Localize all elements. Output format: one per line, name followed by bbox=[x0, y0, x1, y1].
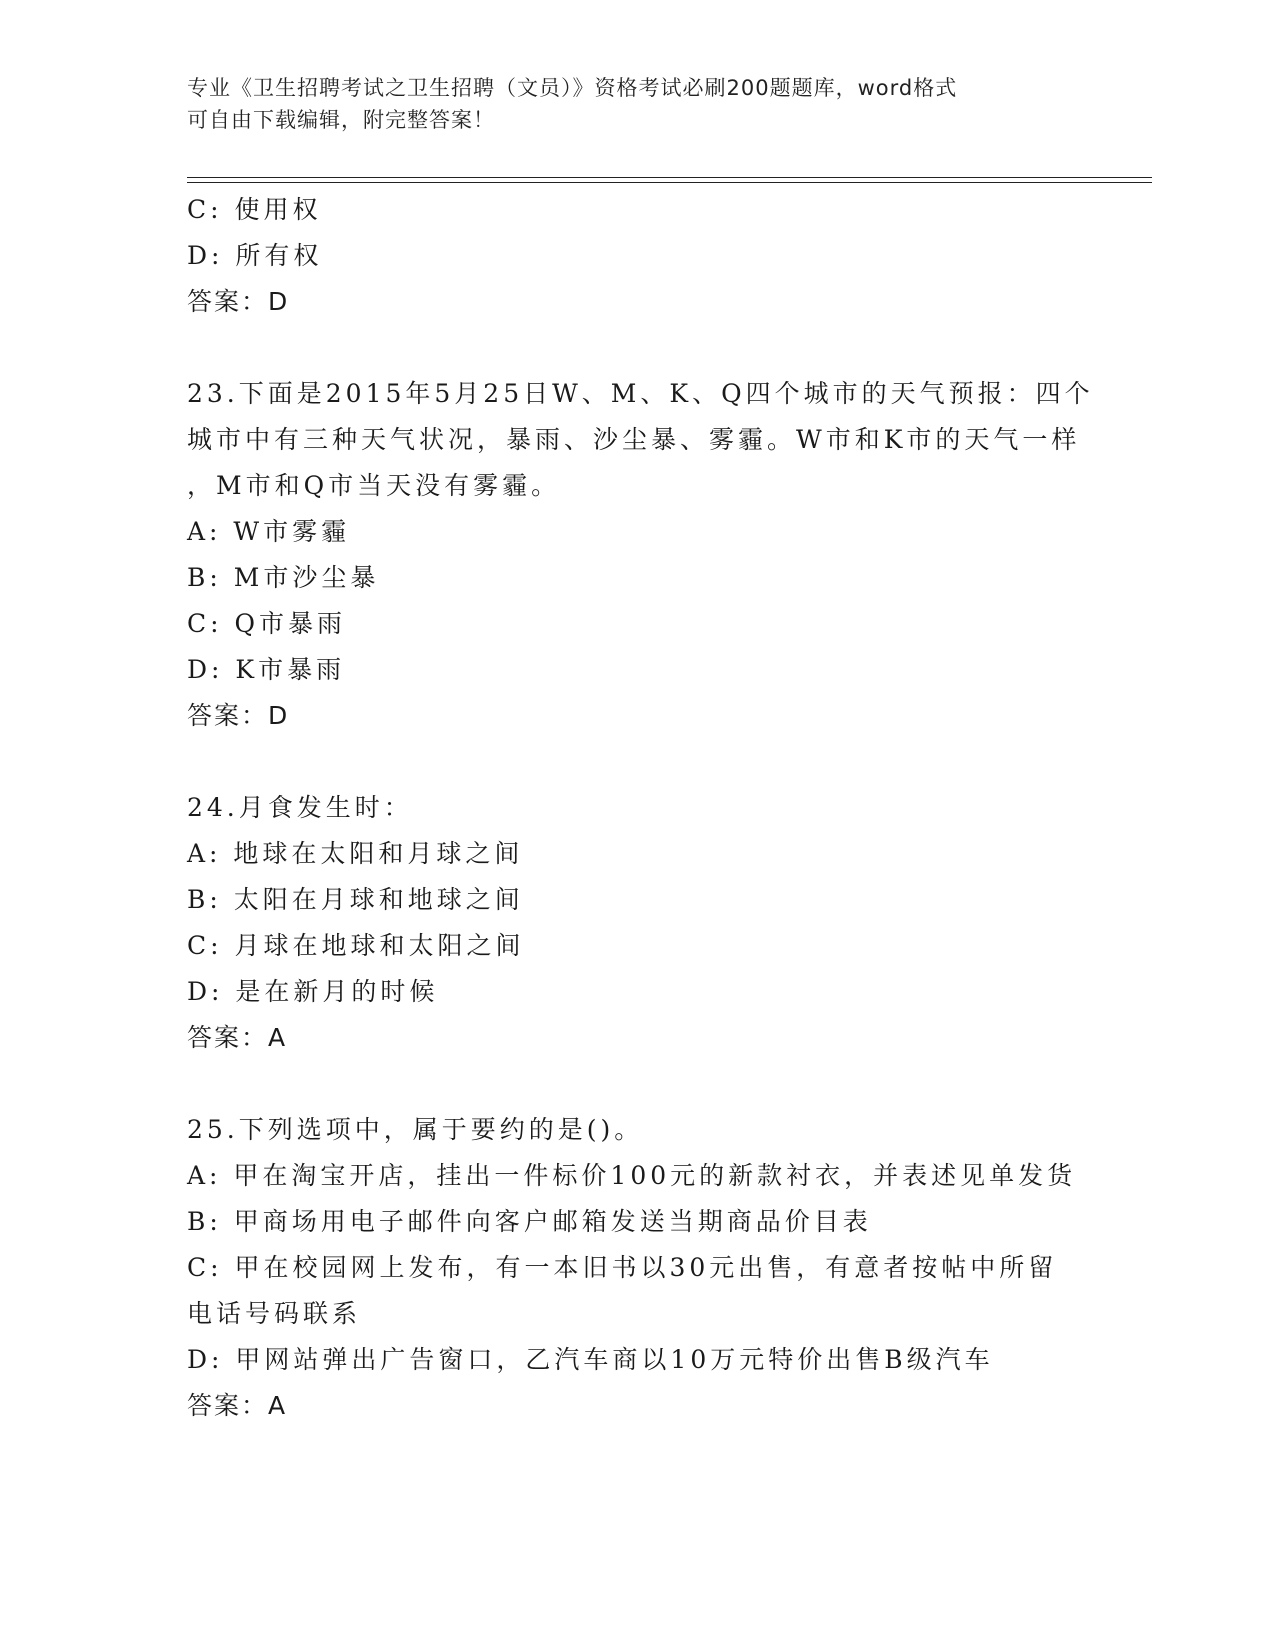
answer: 答案：D bbox=[187, 701, 290, 730]
answer: 答案：D bbox=[187, 287, 290, 316]
option-a: A: W市雾霾 bbox=[187, 517, 351, 546]
option-b: B: 太阳在月球和地球之间 bbox=[187, 885, 524, 914]
option-a: A: 甲在淘宝开店，挂出一件标价100元的新款衬衣，并表述见单发货 bbox=[187, 1161, 1077, 1190]
option-c: C: Q市暴雨 bbox=[187, 609, 346, 638]
question-stem: ，M市和Q市当天没有雾霾。 bbox=[187, 471, 561, 500]
option-d: D: 甲网站弹出广告窗口，乙汽车商以10万元特价出售B级汽车 bbox=[187, 1345, 994, 1374]
option-b: B: 甲商场用电子邮件向客户邮箱发送当期商品价目表 bbox=[187, 1207, 872, 1236]
option-d: D: 所有权 bbox=[187, 241, 323, 270]
option-a: A: 地球在太阳和月球之间 bbox=[187, 839, 524, 868]
question-23 bbox=[187, 371, 1094, 739]
header-line-1: 专业《卫生招聘考试之卫生招聘（文员）》资格考试必刷200题题库，word格式 bbox=[187, 76, 958, 100]
answer: 答案：A bbox=[187, 1023, 288, 1052]
header-line-2: 可自由下载编辑，附完整答案！ bbox=[187, 108, 495, 132]
document-body bbox=[187, 187, 1094, 1429]
answer: 答案：A bbox=[187, 1391, 288, 1420]
option-c-continued: 电话号码联系 bbox=[187, 1299, 362, 1328]
prev-question bbox=[187, 187, 1087, 325]
option-d: D: K市暴雨 bbox=[187, 655, 346, 684]
spacer bbox=[187, 1061, 1087, 1107]
option-d: D: 是在新月的时候 bbox=[187, 977, 439, 1006]
question-25 bbox=[187, 1107, 1087, 1429]
header-divider-top bbox=[187, 177, 1152, 178]
option-c: C: 月球在地球和太阳之间 bbox=[187, 931, 525, 960]
question-stem: 23.下面是2015年5月25日W、M、K、Q四个城市的天气预报：四个 bbox=[187, 379, 1094, 408]
question-stem: 城市中有三种天气状况，暴雨、沙尘暴、雾霾。W市和K市的天气一样 bbox=[187, 425, 1081, 454]
option-c: C: 甲在校园网上发布，有一本旧书以30元出售，有意者按帖中所留 bbox=[187, 1253, 1058, 1282]
option-c: C: 使用权 bbox=[187, 195, 322, 224]
spacer bbox=[187, 325, 1087, 371]
option-b: B: M市沙尘暴 bbox=[187, 563, 380, 592]
document-header bbox=[187, 72, 1087, 136]
spacer bbox=[187, 739, 1087, 785]
question-24 bbox=[187, 785, 1087, 1061]
question-stem: 25.下列选项中，属于要约的是()。 bbox=[187, 1115, 644, 1144]
question-stem: 24.月食发生时： bbox=[187, 793, 413, 822]
header-divider-bottom bbox=[187, 182, 1152, 183]
